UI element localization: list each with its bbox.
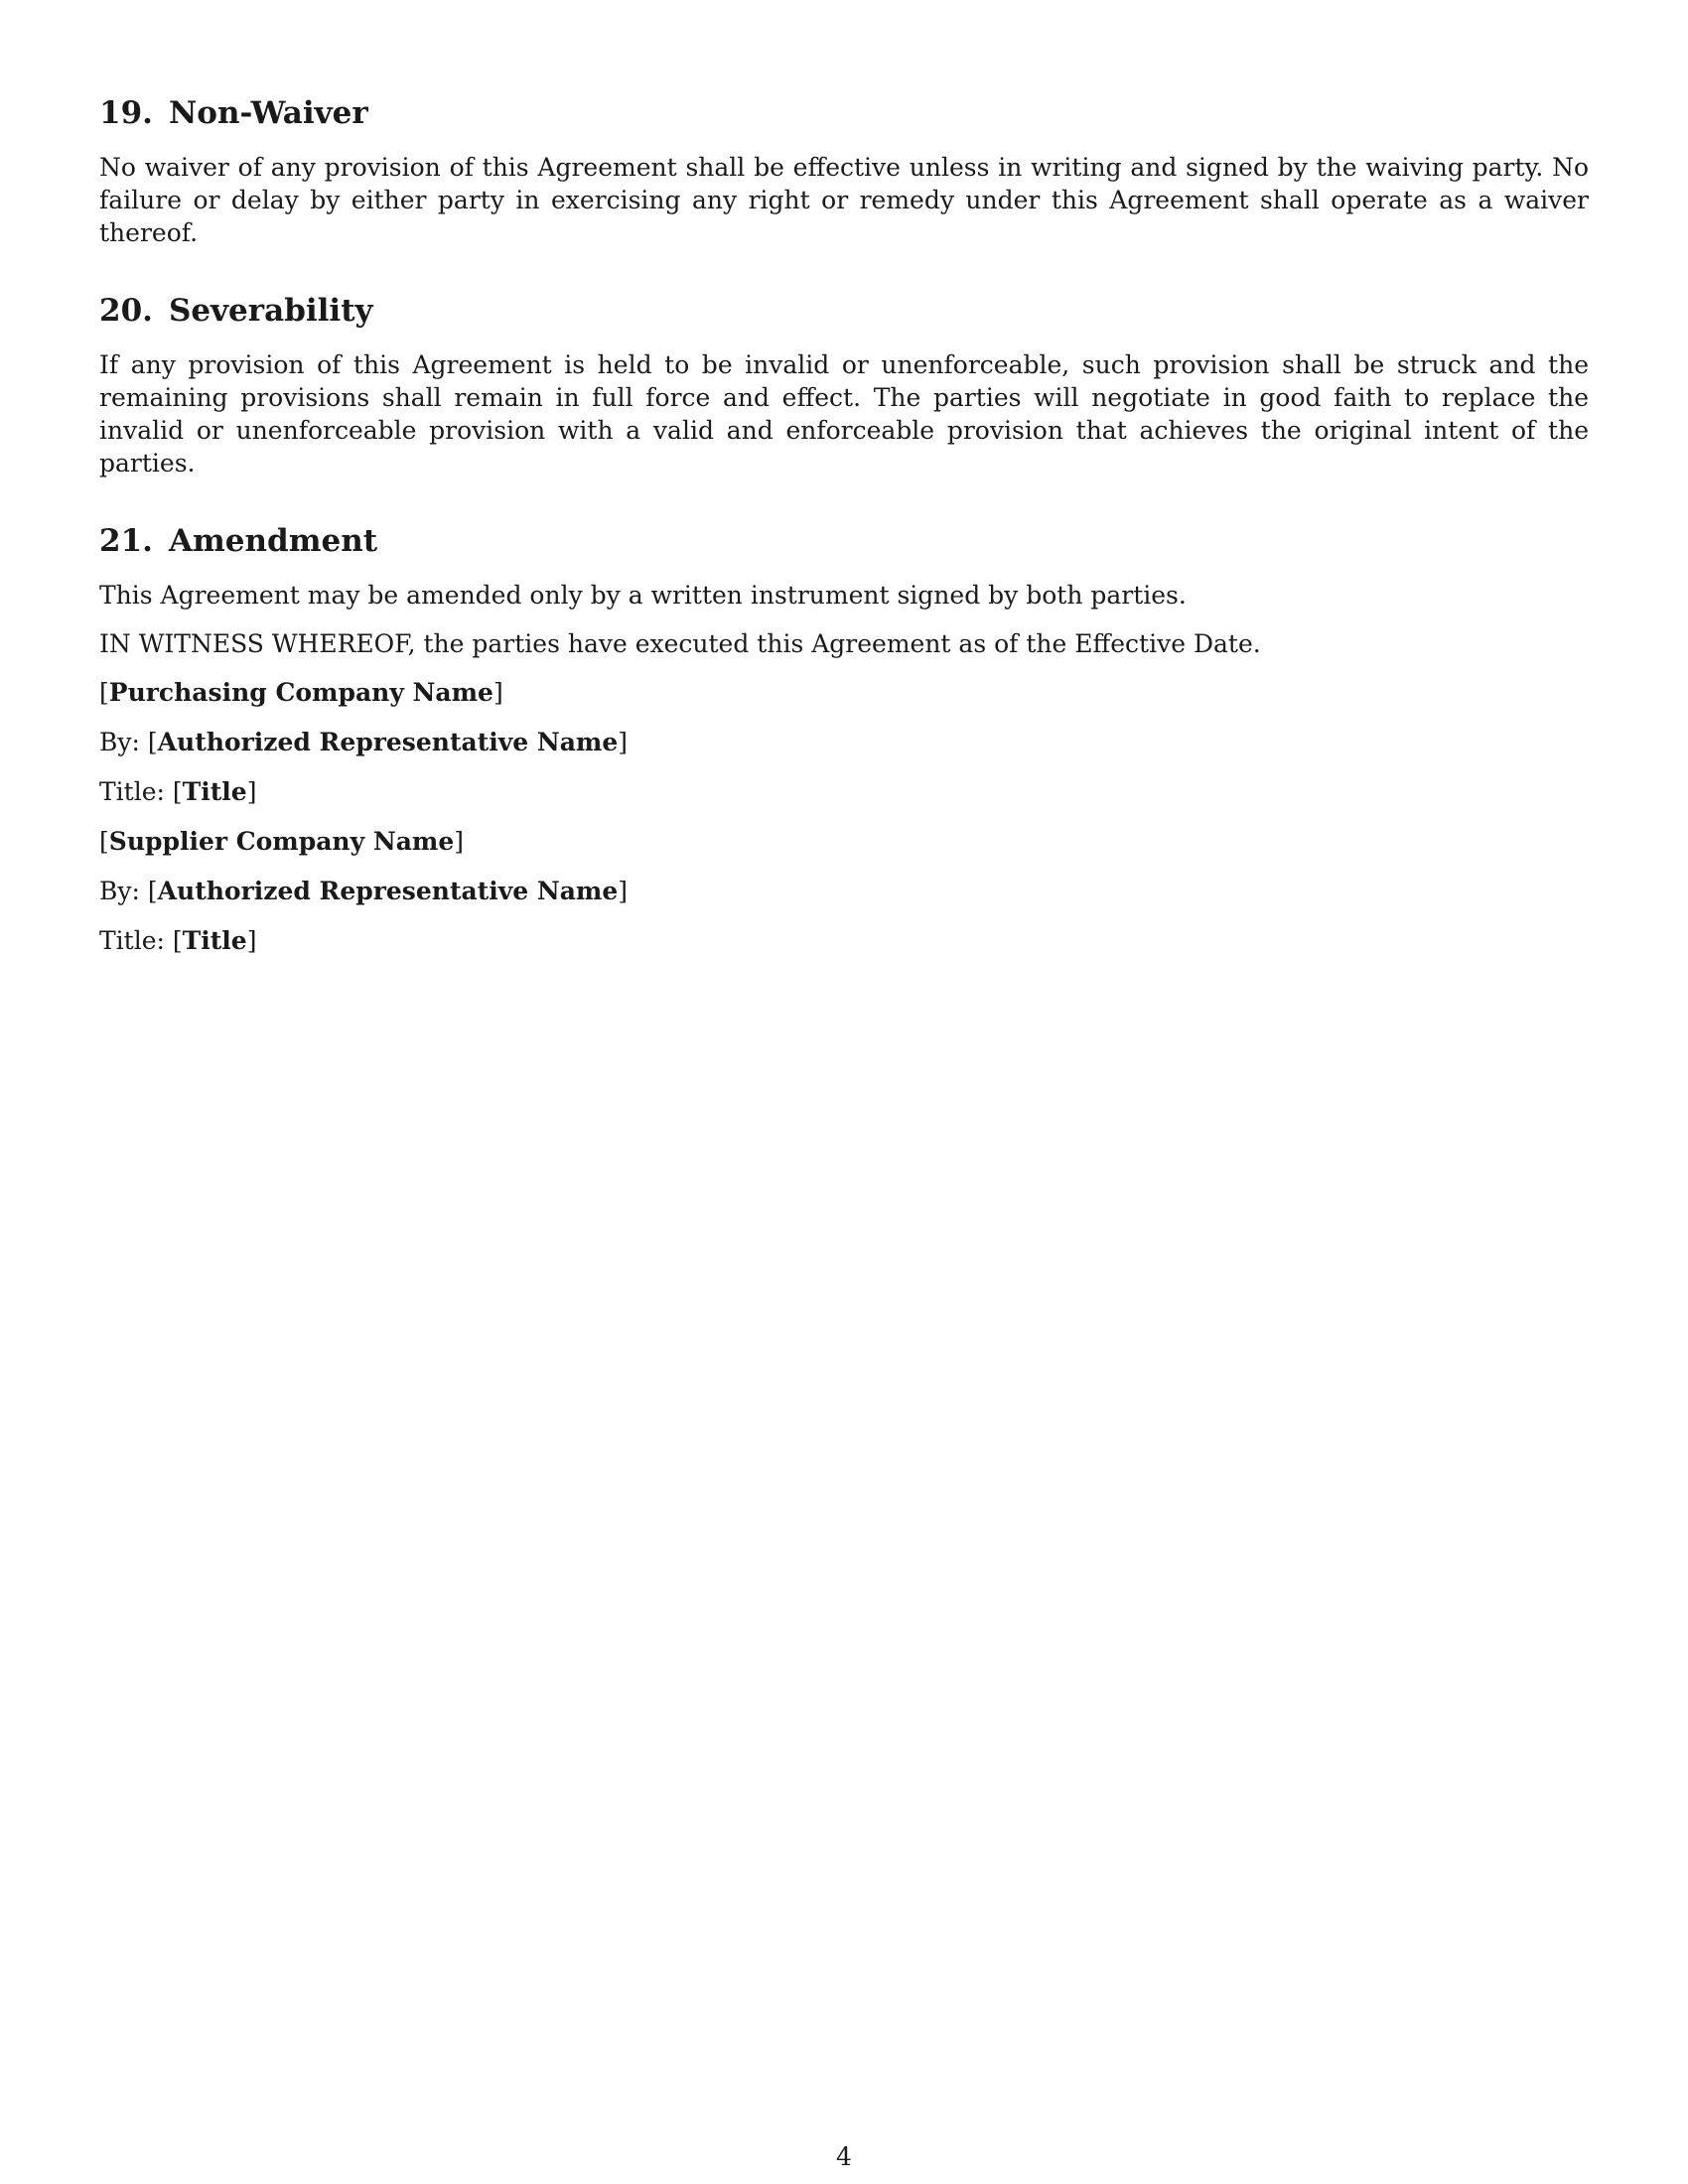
section-paragraph: If any provision of this Agreement is held to be invalid or unenforceable, such provision shall be struck and the remaining provisions shall remain in full force and effect. The parties will negotiate in good faith to replace the invalid or unenforceable provision with a valid and enforceable provision that achieves the original intent of the parties. (99, 350, 1589, 478)
supplier-company-name: Supplier Company Name (108, 827, 455, 856)
supplier-title-line: Title: [Title] (99, 926, 257, 955)
purchaser-representative-name: Authorized Representative Name (157, 728, 619, 756)
by-label: By: (99, 877, 140, 905)
witness-statement: IN WITNESS WHEREOF, the parties have executed this Agreement as of the Effective Date. (99, 629, 1261, 658)
purchaser-by-line: By: [Authorized Representative Name] (99, 728, 629, 756)
by-label: By: (99, 728, 140, 756)
title-label: Title: (99, 777, 165, 806)
section-heading (99, 289, 1589, 333)
section-non-waiver (99, 91, 1589, 249)
section-heading (99, 91, 1589, 135)
section-number: 19. (99, 95, 153, 131)
supplier-company-line: [Supplier Company Name] (99, 827, 465, 856)
section-paragraph: No waiver of any provision of this Agreement shall be effective unless in writing and signed by the waiving party. No failure or delay by either party in exercising any right or remedy under this Agreement shall operate as a waiver thereof. (99, 153, 1589, 247)
section-number: 21. (99, 523, 153, 559)
supplier-representative-name: Authorized Representative Name (157, 877, 619, 905)
section-heading (99, 519, 1589, 563)
supplier-signature-block (99, 825, 1589, 957)
purchaser-title: Title (182, 777, 247, 806)
supplier-title: Title (182, 926, 247, 955)
section-title: Amendment (168, 523, 378, 559)
section-title: Severability (168, 293, 373, 329)
purchaser-company-line: [Purchasing Company Name] (99, 678, 503, 707)
purchaser-title-line: Title: [Title] (99, 777, 257, 806)
title-label: Title: (99, 926, 165, 955)
purchaser-signature-block (99, 676, 1589, 808)
page-number: 4 (836, 2142, 852, 2171)
section-paragraph: This Agreement may be amended only by a written instrument signed by both parties. (99, 581, 1187, 610)
section-severability (99, 289, 1589, 479)
section-number: 20. (99, 293, 153, 329)
purchaser-company-name: Purchasing Company Name (108, 678, 493, 707)
supplier-by-line: By: [Authorized Representative Name] (99, 877, 629, 905)
section-title: Non-Waiver (168, 95, 368, 131)
section-amendment (99, 519, 1589, 612)
document-body (99, 91, 1589, 974)
